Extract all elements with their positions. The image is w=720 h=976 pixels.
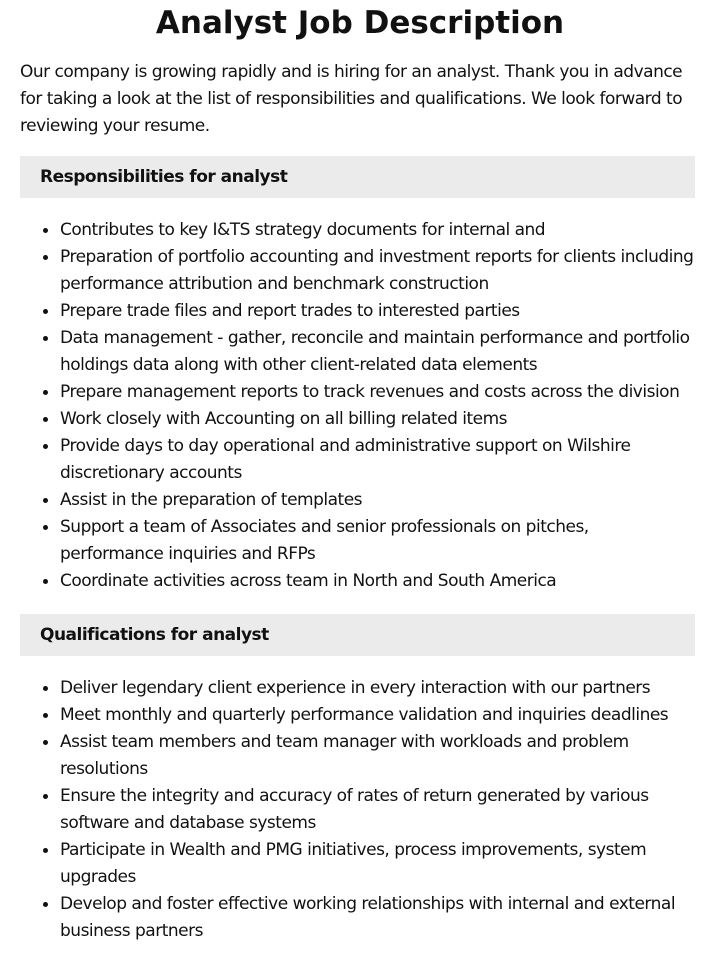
responsibility-item [20, 379, 695, 406]
qualification-item [20, 891, 695, 945]
responsibility-text: Work closely with Accounting on all billing related items [60, 409, 508, 429]
qualification-item [20, 837, 695, 891]
qualifications-list [20, 675, 695, 945]
responsibility-text: Coordinate activities across team in North and South America [60, 571, 557, 591]
qualification-text: Deliver legendary client experience in every interaction with our partners [60, 678, 651, 698]
qualification-text: Participate in Wealth and PMG initiatives, process improvements, system upgrades [60, 840, 647, 887]
bullet-icon [43, 336, 48, 341]
bullet-icon [43, 498, 48, 503]
responsibility-text: Prepare management reports to track revenues and costs across the division [60, 382, 680, 402]
bullet-icon [43, 902, 48, 907]
responsibility-text: Support a team of Associates and senior professionals on pitches, performance inquiries and RFPs [60, 517, 589, 564]
responsibility-item [20, 298, 695, 325]
qualification-text: Ensure the integrity and accuracy of rates of return generated by various software and database systems [60, 786, 649, 833]
bullet-icon [43, 228, 48, 233]
intro-paragraph: Our company is growing rapidly and is hiring for an analyst. Thank you in advance for taking a look at the list of responsibilities and qualifications. We look forward to reviewing your resume. [20, 62, 683, 136]
bullet-icon [43, 390, 48, 395]
responsibility-text: Prepare trade files and report trades to interested parties [60, 301, 520, 321]
responsibility-text: Preparation of portfolio accounting and investment reports for clients including performance attribution and benchmark construction [60, 247, 694, 294]
responsibility-item [20, 487, 695, 514]
qualification-item [20, 702, 695, 729]
responsibilities-list [20, 217, 695, 595]
responsibility-item [20, 568, 695, 595]
bullet-icon [43, 525, 48, 530]
responsibility-text: Contributes to key I&TS strategy documents for internal and [60, 220, 546, 240]
bullet-icon [43, 309, 48, 314]
responsibility-text: Provide days to day operational and administrative support on Wilshire discretionary accounts [60, 436, 631, 483]
responsibility-item [20, 325, 695, 379]
bullet-icon [43, 417, 48, 422]
bullet-icon [43, 794, 48, 799]
responsibility-item [20, 217, 695, 244]
qualification-item [20, 729, 695, 783]
qualification-text: Meet monthly and quarterly performance validation and inquiries deadlines [60, 705, 669, 725]
bullet-icon [43, 713, 48, 718]
responsibility-text: Data management - gather, reconcile and maintain performance and portfolio holdings data along with other client-related data elements [60, 328, 690, 375]
bullet-icon [43, 740, 48, 745]
qualifications-heading: Qualifications for analyst [20, 614, 695, 656]
bullet-icon [43, 255, 48, 260]
qualification-item [20, 783, 695, 837]
qualification-text: Develop and foster effective working relationships with internal and external business partners [60, 894, 676, 941]
qualification-text: Assist team members and team manager with workloads and problem resolutions [60, 732, 629, 779]
responsibility-item [20, 514, 695, 568]
responsibility-item [20, 406, 695, 433]
bullet-icon [43, 686, 48, 691]
qualification-item [20, 675, 695, 702]
bullet-icon [43, 444, 48, 449]
page-title: Analyst Job Description [155, 5, 565, 41]
bullet-icon [43, 848, 48, 853]
responsibility-item [20, 433, 695, 487]
bullet-icon [43, 579, 48, 584]
responsibilities-heading: Responsibilities for analyst [20, 156, 695, 198]
responsibility-text: Assist in the preparation of templates [60, 490, 363, 510]
responsibility-item [20, 244, 695, 298]
